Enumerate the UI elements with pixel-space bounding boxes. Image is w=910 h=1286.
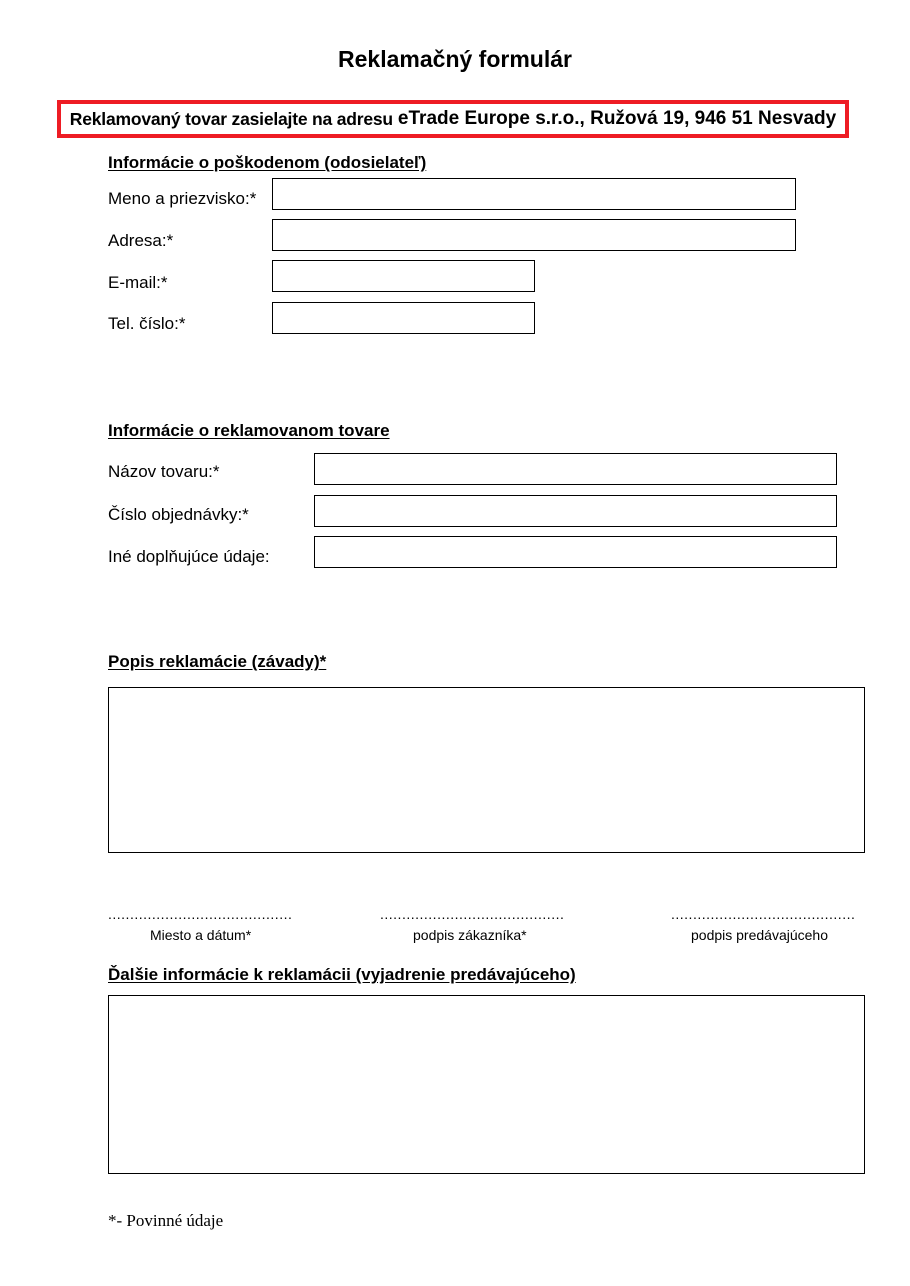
order-number-label: Číslo objednávky:*: [108, 505, 249, 524]
order-number-field[interactable]: [314, 495, 837, 527]
product-section-heading: Informácie o reklamovanom tovare: [108, 421, 390, 440]
name-field[interactable]: [272, 178, 796, 210]
description-textarea[interactable]: [108, 687, 865, 853]
description-section-heading: Popis reklamácie (závady)*: [108, 652, 327, 671]
seller-signature-label: podpis predávajúceho: [691, 927, 828, 943]
additional-section-heading: Ďalšie informácie k reklamácii (vyjadrenie predávajúceho): [108, 965, 576, 984]
product-name-label: Názov tovaru:*: [108, 462, 220, 481]
notice-address: eTrade Europe s.r.o., Ružová 19, 946 51 Nesvady: [397, 108, 837, 129]
email-label: E-mail:*: [108, 273, 168, 292]
other-details-label: Iné doplňujúce údaje:: [108, 547, 270, 566]
phone-field[interactable]: [272, 302, 535, 334]
address-field[interactable]: [272, 219, 796, 251]
address-label: Adresa:*: [108, 231, 174, 250]
sender-section-heading: Informácie o poškodenom (odosielateľ): [108, 153, 427, 172]
additional-info-textarea[interactable]: [108, 995, 865, 1174]
place-date-line[interactable]: ..........................................: [108, 906, 293, 922]
place-date-label: Miesto a dátum*: [150, 927, 252, 943]
name-label: Meno a priezvisko:*: [108, 189, 257, 208]
email-field[interactable]: [272, 260, 535, 292]
shipping-address-notice: [57, 100, 849, 138]
other-details-field[interactable]: [314, 536, 837, 568]
seller-signature-line[interactable]: ..........................................: [671, 906, 856, 922]
notice-text: Reklamovaný tovar zasielajte na adresu: [69, 108, 393, 129]
customer-signature-line[interactable]: ..........................................: [380, 906, 565, 922]
phone-label: Tel. číslo:*: [108, 314, 186, 333]
product-name-field[interactable]: [314, 453, 837, 485]
required-fields-footnote: *- Povinné údaje: [108, 1211, 224, 1230]
page-title: Reklamačný formulár: [338, 46, 572, 72]
customer-signature-label: podpis zákazníka*: [413, 927, 527, 943]
